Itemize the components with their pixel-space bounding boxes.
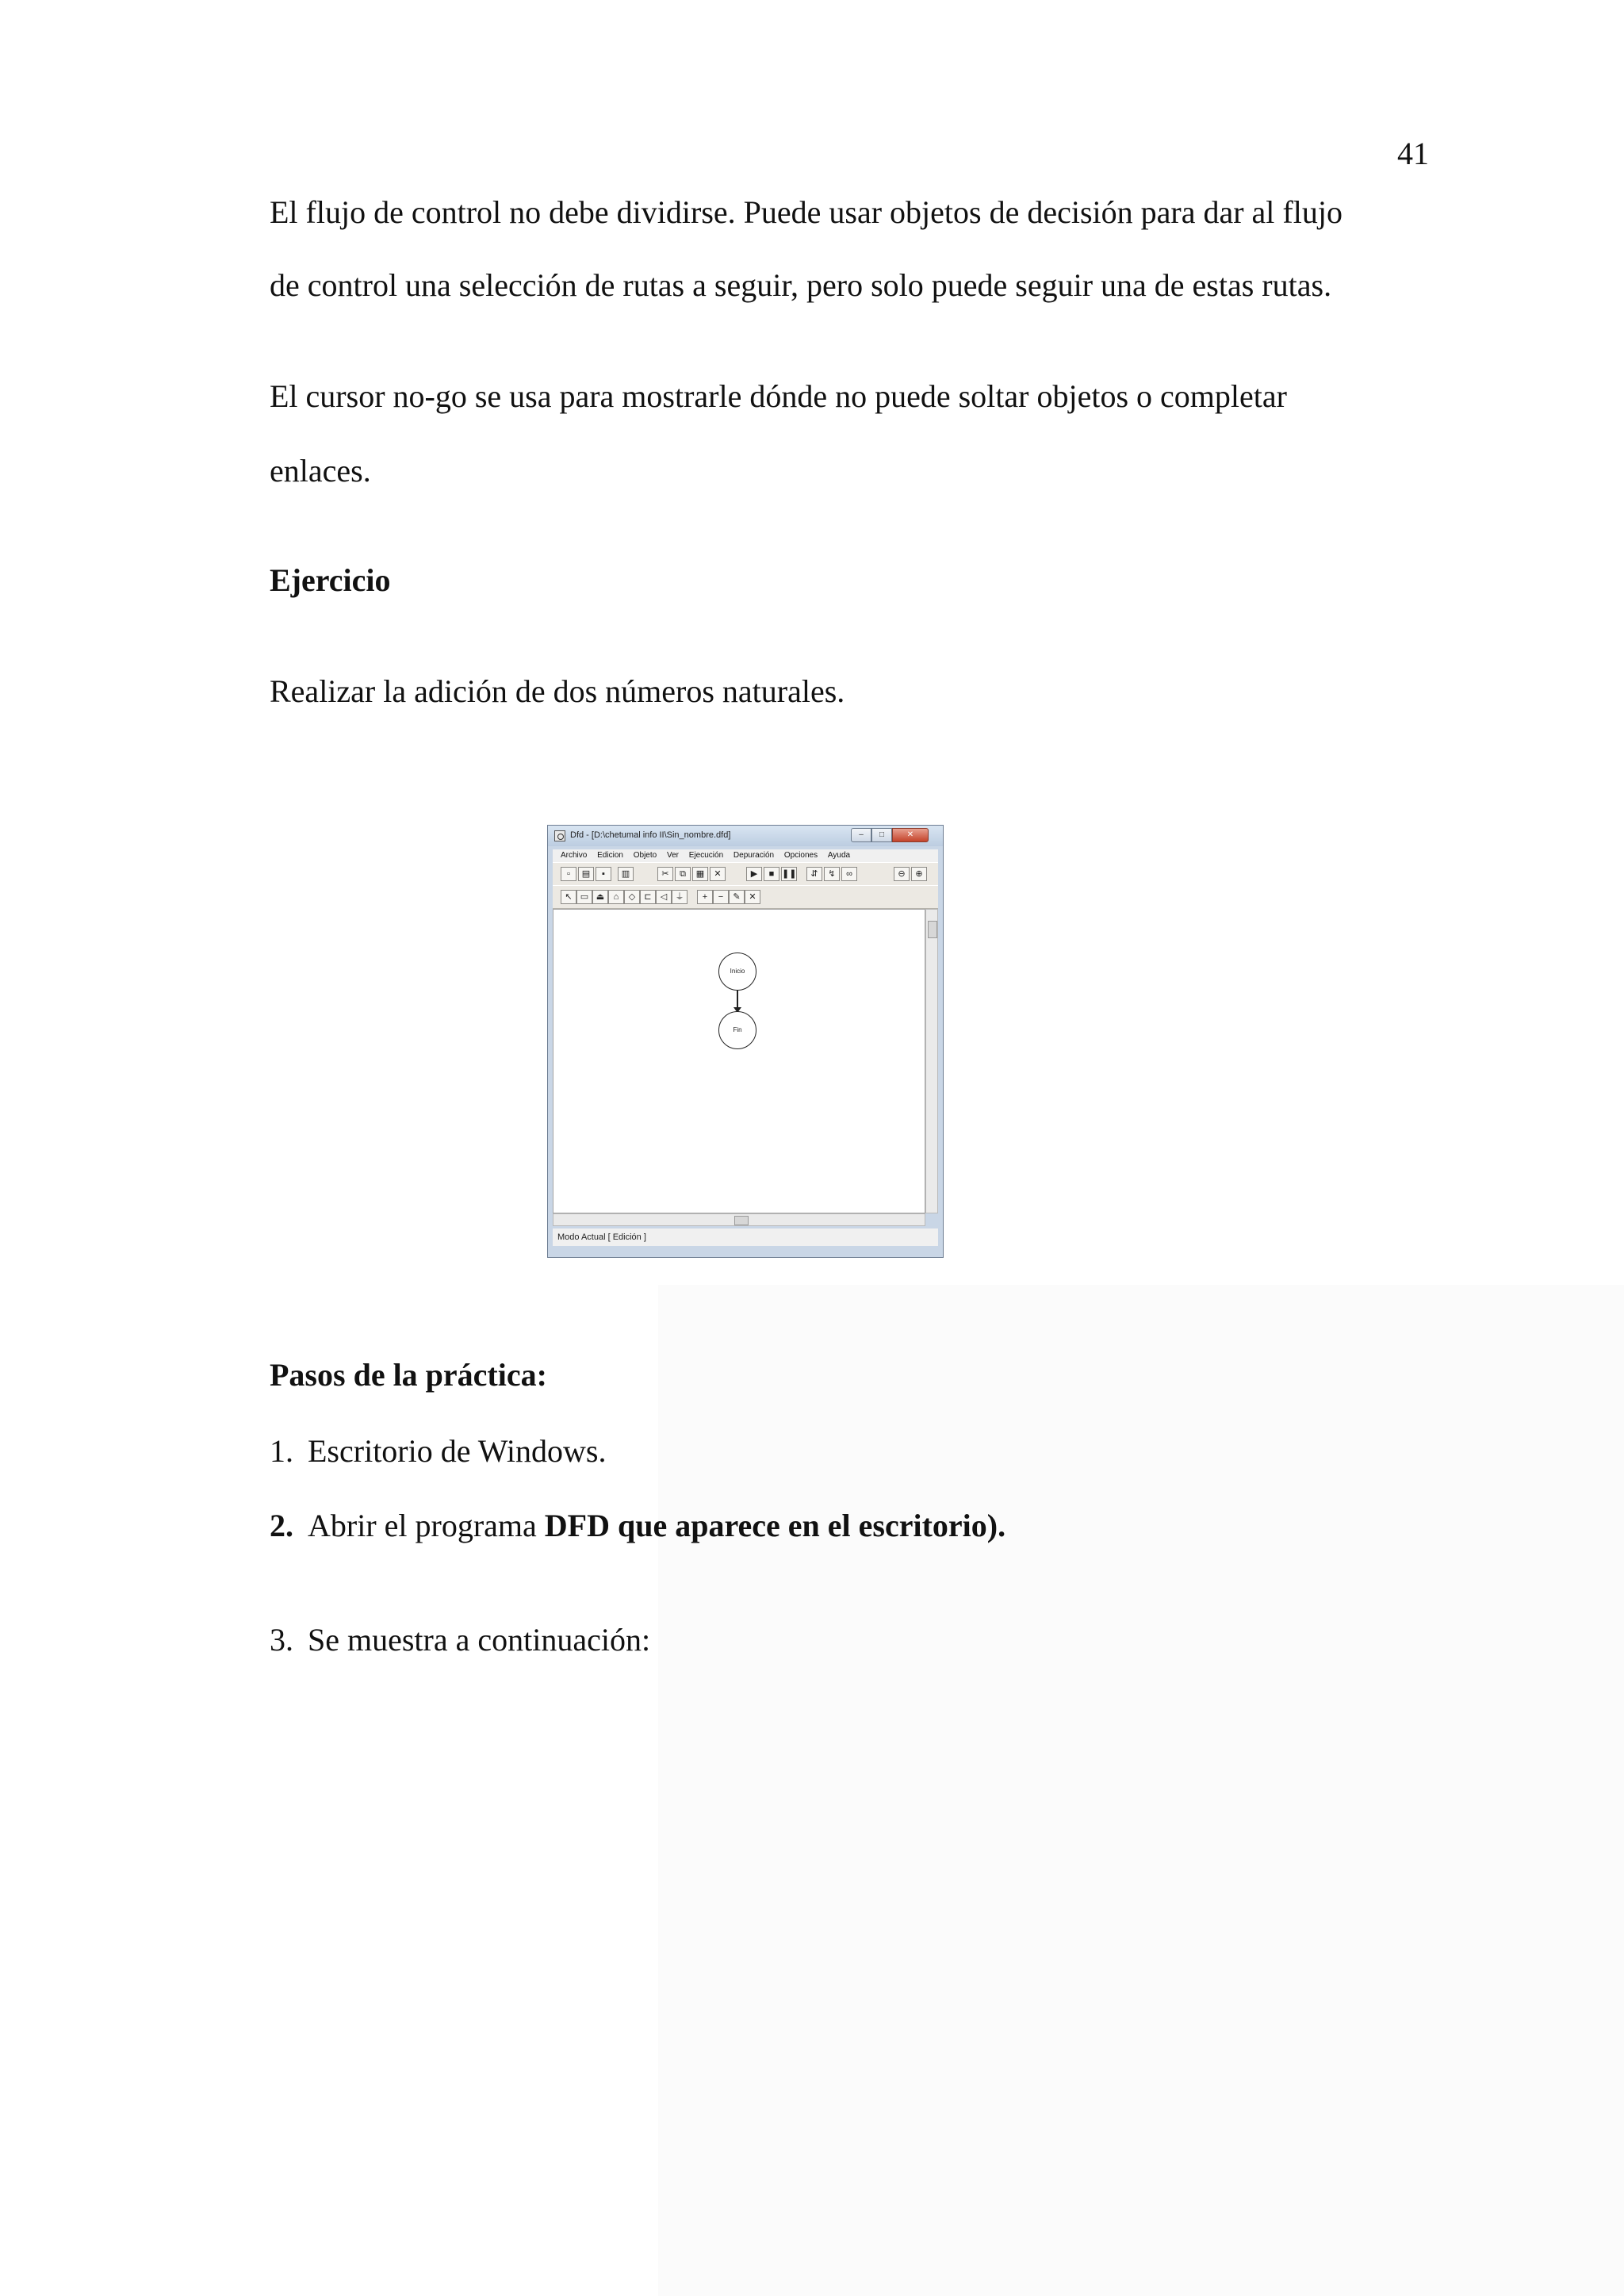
run-icon[interactable]: ▶: [746, 867, 762, 881]
heading-exercise: Ejercicio: [270, 562, 391, 598]
window-title: Dfd - [D:\chetumal info II\Sin_nombre.dfd]: [570, 830, 731, 840]
maximize-button[interactable]: □: [871, 828, 892, 842]
end-node[interactable]: Fin: [718, 1011, 756, 1049]
window-titlebar: [548, 826, 943, 846]
zoom-in-icon[interactable]: ⊕: [911, 867, 927, 881]
scroll-thumb[interactable]: [734, 1216, 749, 1225]
dfd-app-icon: [554, 830, 565, 841]
flowchart-canvas[interactable]: [553, 909, 925, 1213]
scroll-thumb[interactable]: [928, 921, 937, 938]
while-object-icon[interactable]: ⊏: [640, 890, 656, 904]
menu-ver[interactable]: Ver: [666, 851, 679, 860]
paragraph-line: El flujo de control no debe dividirse. Puede usar objetos de decisión para dar al flujo: [270, 194, 1342, 230]
step-number: 2.: [270, 1508, 293, 1543]
print-icon[interactable]: ▥: [618, 867, 634, 881]
read-object-icon[interactable]: ⏏: [592, 890, 608, 904]
flow-arrow: [737, 991, 738, 1008]
paragraph-line: El cursor no-go se usa para mostrarle dónde no puede soltar objetos o completar: [270, 378, 1287, 414]
edit-subprogram-icon[interactable]: ✎: [729, 890, 745, 904]
vertical-scrollbar[interactable]: [925, 909, 938, 1213]
pause-icon[interactable]: ❚❚: [781, 867, 797, 881]
step-bold-text: DFD que aparece en el escritorio).: [544, 1508, 1006, 1543]
step-text: Escritorio de Windows.: [308, 1433, 607, 1469]
step-icon[interactable]: ⇵: [806, 867, 822, 881]
paragraph-line: enlaces.: [270, 453, 371, 489]
main-toolbar: [553, 862, 938, 886]
heading-steps: Pasos de la práctica:: [270, 1357, 547, 1393]
delete-icon[interactable]: ✕: [710, 867, 726, 881]
debug-icon[interactable]: ↯: [824, 867, 840, 881]
cut-icon[interactable]: ✂: [657, 867, 673, 881]
zoom-out-icon[interactable]: ⊖: [894, 867, 910, 881]
minimize-button[interactable]: –: [851, 828, 871, 842]
menu-depuracion[interactable]: Depuración: [733, 851, 775, 860]
menu-ejecucion[interactable]: Ejecución: [688, 851, 724, 860]
objects-toolbar: [553, 885, 938, 909]
stop-icon[interactable]: ■: [764, 867, 779, 881]
remove-subprogram-icon[interactable]: −: [713, 890, 729, 904]
insert-subprogram-icon[interactable]: +: [697, 890, 713, 904]
menu-ayuda[interactable]: Ayuda: [827, 851, 851, 860]
menu-opciones[interactable]: Opciones: [783, 851, 818, 860]
close-button[interactable]: ✕: [892, 828, 929, 842]
menu-edicion[interactable]: Edicion: [597, 851, 623, 860]
assign-object-icon[interactable]: ▭: [576, 890, 592, 904]
save-icon[interactable]: ▪: [596, 867, 611, 881]
watch-icon[interactable]: ∞: [841, 867, 857, 881]
open-file-icon[interactable]: ▤: [578, 867, 594, 881]
new-file-icon[interactable]: ▫: [561, 867, 576, 881]
dfd-window-screenshot: [547, 825, 944, 1258]
subprogram-object-icon[interactable]: ⏚: [672, 890, 688, 904]
step-number: 3.: [270, 1622, 293, 1658]
cursor-icon[interactable]: ↖: [561, 890, 576, 904]
step-number: 1.: [270, 1433, 293, 1469]
step-text: Se muestra a continuación:: [308, 1622, 651, 1658]
exercise-text: Realizar la adición de dos números naturales.: [270, 673, 845, 709]
step-text: Abrir el programa: [308, 1508, 545, 1543]
menu-objeto[interactable]: Objeto: [633, 851, 657, 860]
menu-bar: [553, 849, 938, 862]
for-object-icon[interactable]: ◁: [656, 890, 672, 904]
decision-object-icon[interactable]: ◇: [624, 890, 640, 904]
step-item: [270, 1621, 650, 1658]
paste-icon[interactable]: ▦: [692, 867, 708, 881]
horizontal-scrollbar[interactable]: [553, 1213, 925, 1226]
close-subprogram-icon[interactable]: ✕: [745, 890, 760, 904]
menu-archivo[interactable]: Archivo: [561, 851, 588, 860]
page-number: 41: [1397, 136, 1429, 171]
write-object-icon[interactable]: ⌂: [608, 890, 624, 904]
step-item: [270, 1507, 1005, 1544]
start-node[interactable]: Inicio: [718, 953, 756, 991]
copy-icon[interactable]: ⧉: [675, 867, 691, 881]
status-bar: Modo Actual [ Edición ]: [553, 1228, 938, 1246]
paragraph-line: de control una selección de rutas a seguir, pero solo puede seguir una de estas rutas.: [270, 267, 1332, 303]
step-item: [270, 1432, 606, 1470]
page-shading: [658, 1285, 1624, 2296]
